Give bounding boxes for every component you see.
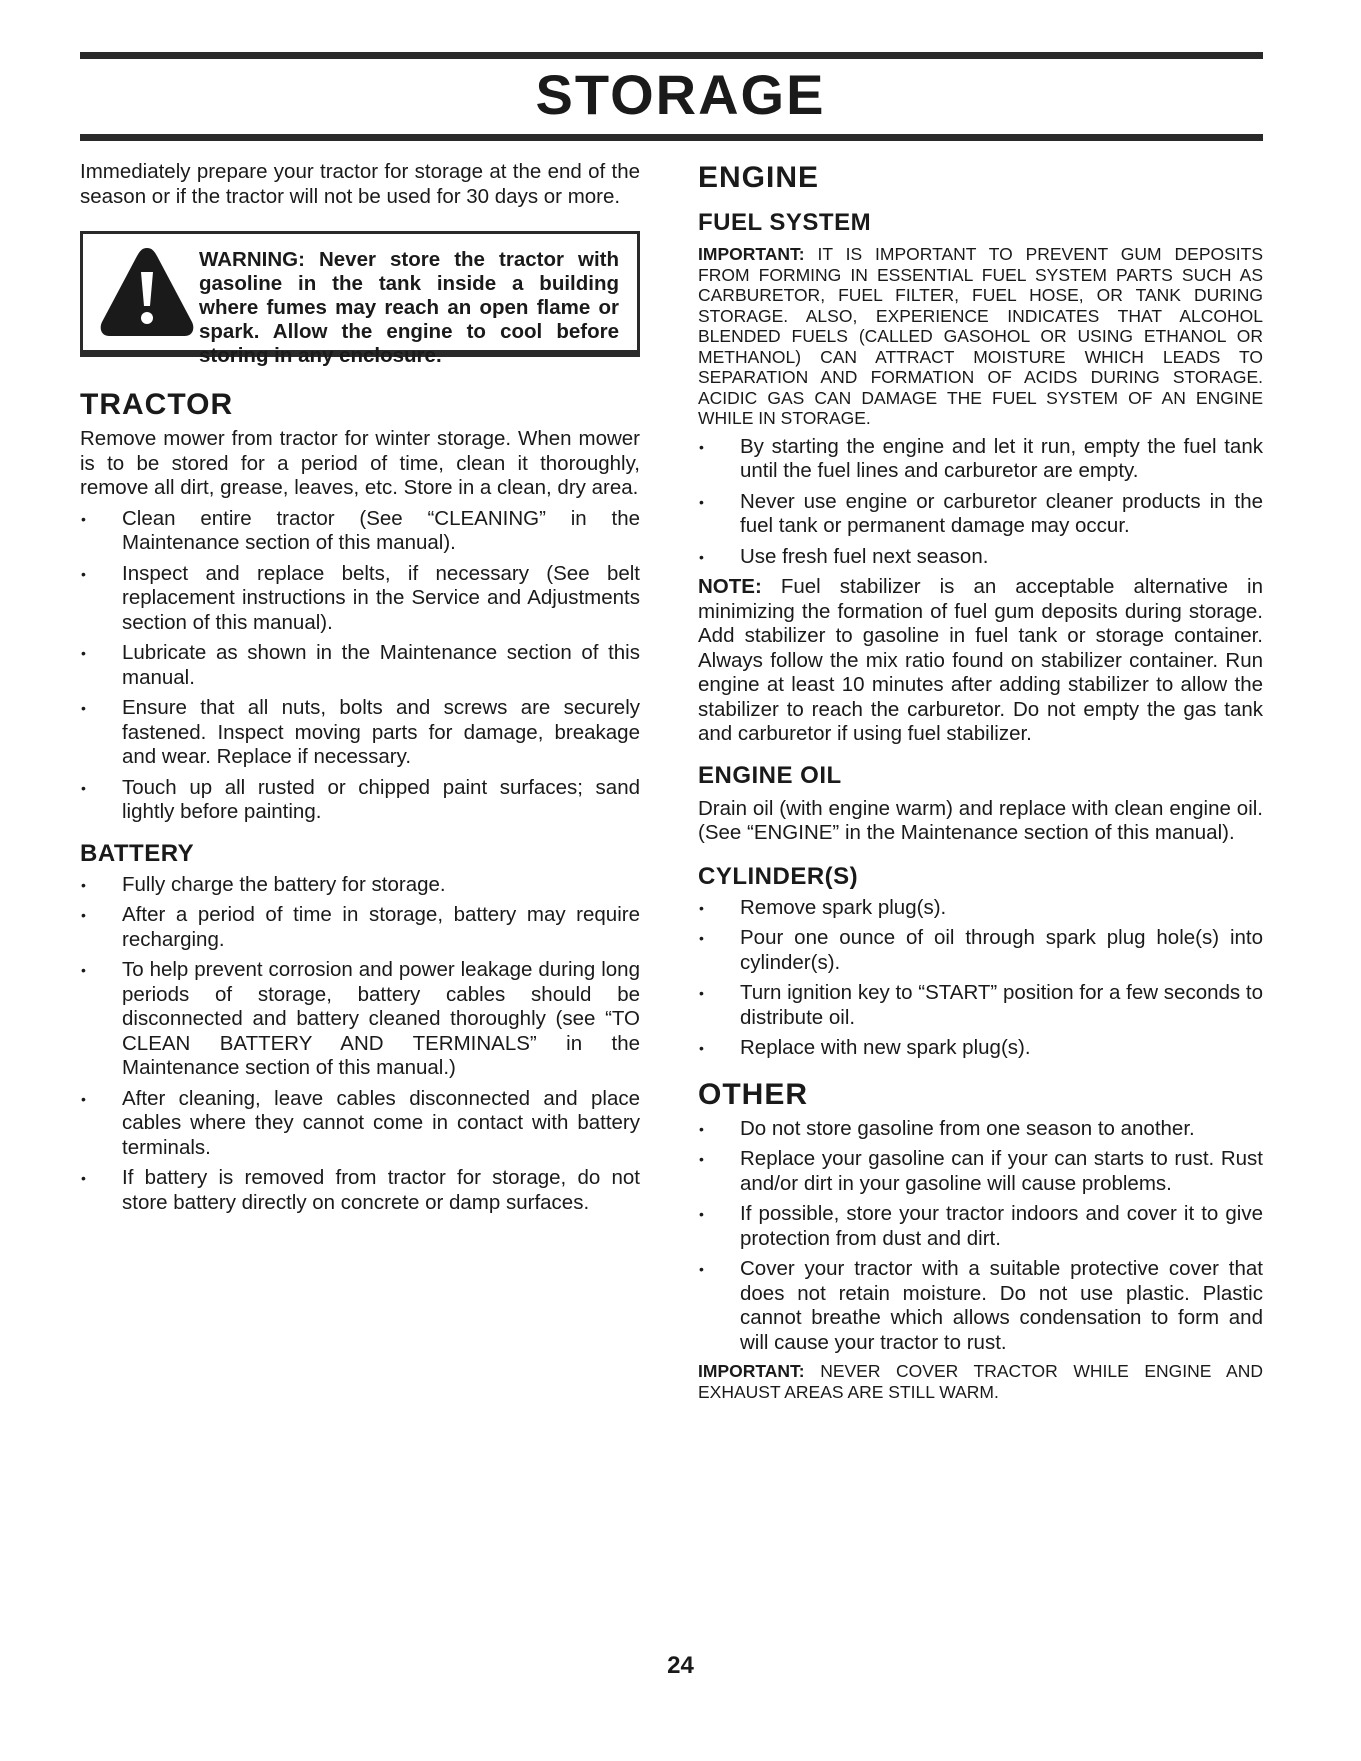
list-item: • By starting the engine and let it run, empty the fuel tank until the fuel lines and carburetor are empty. <box>699 434 1263 482</box>
bullet-icon: • <box>699 1206 704 1222</box>
list-item: • Lubricate as shown in the Maintenance section of this manual. <box>81 641 640 689</box>
fuel-system-note: NOTE: Fuel stabilizer is an acceptable alternative in minimizing the formation of fuel gum deposits during storage. Add stabilizer to gasoline in fuel tank or storage container. Always follow the mix ratio found on stabilizer container. Run engine at least 10 minutes after adding stabilizer to allow the stabilizer to reach the carburetor. Do not empty the gas tank and carburetor if using fuel stabilizer. <box>698 575 1263 745</box>
intro-paragraph: Immediately prepare your tractor for storage at the end of the season or if the tractor will not be used for 30 days or more. <box>80 160 640 208</box>
list-item: • Turn ignition key to “START” position for a few seconds to distribute oil. <box>699 981 1263 1029</box>
list-item: • If possible, store your tractor indoors and cover it to give protection from dust and dirt. <box>699 1202 1263 1250</box>
bullet-icon: • <box>699 1151 704 1167</box>
bullet-icon: • <box>81 876 86 893</box>
battery-list <box>80 873 640 1216</box>
bullet-icon: • <box>81 1090 86 1107</box>
warning-triangle-icon <box>97 244 197 340</box>
bullet-icon: • <box>699 985 704 1001</box>
list-item: • To help prevent corrosion and power leakage during long periods of storage, battery cables should be disconnected and battery cleaned thoroughly (see “TO CLEAN BATTERY AND TERMINALS” in the Maintenance section of this manual.) <box>81 958 640 1079</box>
list-item: • After cleaning, leave cables disconnected and place cables where they cannot come in contact with battery terminals. <box>81 1086 640 1159</box>
bullet-icon: • <box>81 645 86 661</box>
list-item: • Replace your gasoline can if your can starts to rust. Rust and/or dirt in your gasoline will cause problems. <box>699 1147 1263 1195</box>
list-item: • Do not store gasoline from one season to another. <box>699 1116 1195 1140</box>
tractor-paragraph: Remove mower from tractor for winter storage. When mower is to be stored for a period of time, clean it thoroughly, remove all dirt, grease, leaves, etc. Store in a clean, dry area. <box>80 427 640 499</box>
bullet-icon: • <box>699 493 704 510</box>
bullet-icon: • <box>81 510 86 527</box>
list-item: • Inspect and replace belts, if necessary (See belt replacement instructions in the Service and Adjustments section of this manual). <box>81 561 640 634</box>
warning-box <box>80 231 640 367</box>
page-number: 24 <box>667 1652 694 1679</box>
cylinders-heading: CYLINDER(S) <box>698 862 859 890</box>
fuel-system-list <box>698 435 1263 570</box>
tractor-list <box>80 507 640 825</box>
list-item: • Never use engine or carburetor cleaner products in the fuel tank or permanent damage may occur. <box>699 489 1263 537</box>
engine-oil-paragraph: Drain oil (with engine warm) and replace with clean engine oil. (See “ENGINE” in the Maintenance section of this manual). <box>698 796 1263 844</box>
list-item: • Replace with new spark plug(s). <box>699 1036 1031 1059</box>
cylinders-list <box>698 896 1263 1061</box>
bullet-icon: • <box>81 1170 86 1186</box>
title-rule <box>80 134 1263 141</box>
bullet-icon: • <box>699 1120 704 1137</box>
right-column <box>698 160 1263 1402</box>
bullet-icon: • <box>81 962 86 978</box>
battery-heading: BATTERY <box>80 839 195 867</box>
tractor-heading: TRACTOR <box>80 388 234 421</box>
bullet-icon: • <box>699 930 704 946</box>
bullet-icon: • <box>699 1261 704 1277</box>
list-item: • Ensure that all nuts, bolts and screws are securely fastened. Inspect moving parts for damage, breakage and wear. Replace if necessary. <box>81 696 640 768</box>
fuel-system-heading: FUEL SYSTEM <box>698 209 872 236</box>
bullet-icon: • <box>699 548 704 565</box>
left-column <box>80 160 640 1221</box>
bullet-icon: • <box>81 700 86 716</box>
list-item: • Cover your tractor with a suitable protective cover that does not retain moisture. Do not use plastic. Plastic cannot breathe which allows condensation to form and will cause your tractor to rust. <box>699 1257 1263 1354</box>
warning-text: WARNING: Never store the tractor with gasoline in the tank inside a building where fumes may reach an open flame or spark. Allow the engine to cool before storing in any enclosure. <box>199 248 619 367</box>
bullet-icon: • <box>81 779 86 796</box>
bullet-icon: • <box>699 899 704 916</box>
engine-heading: ENGINE <box>698 161 820 194</box>
other-heading: OTHER <box>698 1077 808 1111</box>
other-list <box>698 1117 1263 1356</box>
engine-oil-heading: ENGINE OIL <box>698 761 842 789</box>
list-item: • Pour one ounce of oil through spark plug hole(s) into cylinder(s). <box>699 926 1263 974</box>
list-item: • Remove spark plug(s). <box>699 895 947 919</box>
list-item: • Touch up all rusted or chipped paint surfaces; sand lightly before painting. <box>81 775 640 823</box>
list-item: • Use fresh fuel next season. <box>699 544 989 568</box>
list-item: • Clean entire tractor (See “CLEANING” in the Maintenance section of this manual). <box>81 506 640 554</box>
other-important: IMPORTANT: NEVER COVER TRACTOR WHILE ENGINE AND EXHAUST AREAS ARE STILL WARM. <box>698 1361 1263 1402</box>
fuel-system-important: IMPORTANT: IT IS IMPORTANT TO PREVENT GUM DEPOSITS FROM FORMING IN ESSENTIAL FUEL SYSTEM PARTS SUCH AS CARBURETOR, FUEL FILTER, FUEL HOSE, OR TANK DURING STORAGE. ALSO, EXPERIENCE INDICATES THAT ALCOHOL BLENDED FUELS (CALLED GASOHOL OR USING ETHANOL OR METHANOL) CAN ATTRACT MOISTURE WHICH LEADS TO SEPARATION AND FORMATION OF ACIDS DURING STORAGE. ACIDIC GAS CAN DAMAGE THE FUEL SYSTEM OF AN ENGINE WHILE IN STORAGE. <box>698 244 1263 428</box>
list-item: • If battery is removed from tractor for storage, do not store battery directly on concrete or damp surfaces. <box>81 1166 640 1214</box>
list-item: • Fully charge the battery for storage. <box>81 872 446 896</box>
bullet-icon: • <box>699 1040 704 1056</box>
list-item: • After a period of time in storage, battery may require recharging. <box>81 903 640 951</box>
bullet-icon: • <box>81 907 86 923</box>
page-title: STORAGE <box>535 63 826 126</box>
top-rule <box>80 52 1263 59</box>
bullet-icon: • <box>699 438 704 455</box>
bullet-icon: • <box>81 565 86 582</box>
